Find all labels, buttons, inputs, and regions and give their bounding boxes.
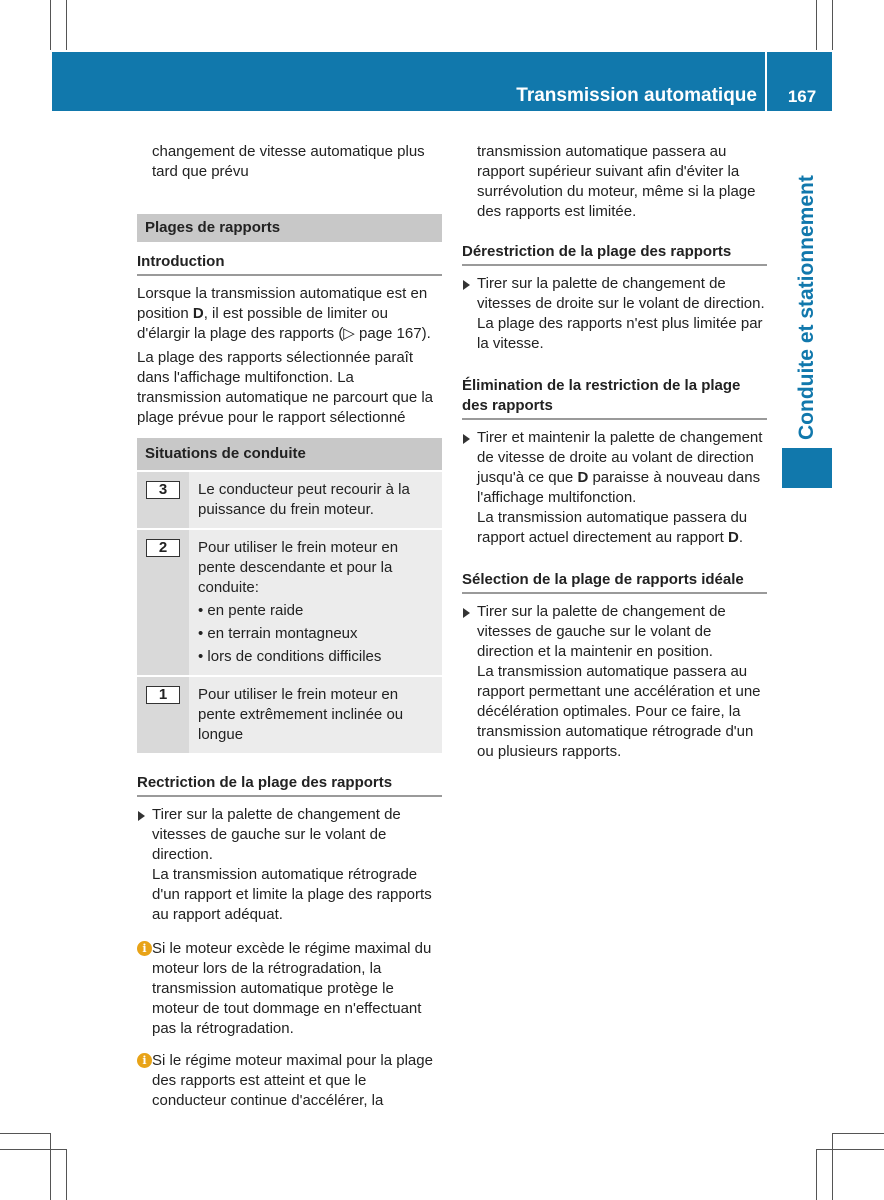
crop-mark [816,1149,884,1150]
info-icon: i [137,1053,152,1068]
header-divider [765,52,767,111]
chapter-tab-marker [782,448,832,488]
table-row [137,470,442,528]
selection-heading: Sélection de la plage de rapports idéale [462,570,767,594]
instruction-step: Tirer sur la palette de changement de vitesses de droite sur le volant de direction. [462,274,767,314]
crop-mark [816,1149,817,1200]
situations-table-header: Situations de conduite [137,438,442,470]
table-cell: Pour utiliser le frein moteur en pente descendante et pour la conduite: • en pente raide • en terrain montagneux • lors de conditions difficiles [189,530,442,675]
gear-1-key-icon: 1 [146,686,180,704]
elimination-heading: Élimination de la restriction de la plage des rapports [462,376,767,420]
step-result: La transmission automatique rétrograde d'un rapport et limite la plage des rapports au rapport adéquat. [152,866,432,923]
info-icon: i [137,941,152,956]
list-item: • en pente raide [198,602,304,619]
crop-mark [832,1133,884,1134]
continuation-text: changement de vitesse automatique plus tard que prévu [152,143,425,180]
crop-mark [816,0,817,50]
page-header [52,52,832,111]
step-arrow-icon [463,434,470,444]
info-note: i Si le moteur excède le régime maximal du moteur lors de la rétrogradation, la transmission automatique protège le moteur de tout dommage en n'effectuant pas la rétrogradation. [137,939,442,1039]
crop-mark [50,0,51,50]
instruction-step: Tirer sur la palette de changement de vitesses de gauche sur le volant de direction. [137,805,442,865]
info-note: i Si le régime moteur maximal pour la plage des rapports est atteint et que le conducteur continue d'accélérer, la [137,1051,442,1111]
crop-mark [66,0,67,50]
table-row [137,675,442,753]
gear-2-key-icon: 2 [146,539,180,557]
crop-mark [0,1133,50,1134]
intro-paragraph-2: La plage des rapports sélectionnée paraît dans l'affichage multifonction. La transmission automatique ne parcourt que la plage prévue pour le rapport sélectionné [137,349,434,426]
right-column [462,142,767,762]
chapter-tab: Conduite et stationnement [795,175,818,440]
gear-3-key-icon: 3 [146,481,180,499]
situations-table [137,438,442,753]
continuation-text: transmission automatique passera au rapport supérieur suivant afin d'éviter la surrévolution du moteur, même si la plage des rapports est limitée. [477,143,756,220]
table-row [137,528,442,675]
introduction-heading: Introduction [137,252,442,276]
page-title: Transmission automatique [516,85,757,106]
list-item: • lors de conditions difficiles [198,648,382,665]
crop-mark [832,1133,833,1200]
left-column [137,142,442,1111]
instruction-step: Tirer sur la palette de changement de vitesses de gauche sur le volant de direction et la maintenir en position. [462,602,767,662]
crop-mark [0,1149,66,1150]
step-arrow-icon [463,280,470,290]
restriction-heading: Rectriction de la plage des rapports [137,773,442,797]
derestriction-heading: Dérestriction de la plage des rapports [462,242,767,266]
step-arrow-icon [463,608,470,618]
step-result: La plage des rapports n'est plus limitée par la vitesse. [477,315,763,352]
table-cell: Pour utiliser le frein moteur en pente extrêmement inclinée ou longue [189,677,442,753]
crop-mark [832,0,833,50]
intro-paragraph-1: Lorsque la transmission automatique est en position D, il est possible de limiter ou d'élargir la plage des rapports (▷ page 167). [137,285,431,342]
list-item: • en terrain montagneux [198,625,358,642]
crop-mark [66,1149,67,1200]
step-result: La transmission automatique passera du rapport actuel directement au rapport D. [477,509,748,546]
crop-mark [50,1133,51,1200]
page-number: 167 [787,87,817,106]
instruction-step: Tirer et maintenir la palette de changement de vitesse de droite au volant de direction jusqu'à ce que D paraisse à nouveau dans l'affichage multifonction. [462,428,767,508]
table-cell: Le conducteur peut recourir à la puissance du frein moteur. [189,472,442,528]
step-arrow-icon [138,811,145,821]
section-title: Plages de rapports [137,214,442,242]
step-result: La transmission automatique passera au rapport permettant une accélération et une décélération optimales. Pour ce faire, la transmission automatique rétrograde d'un ou plusieurs rapports. [477,663,761,760]
